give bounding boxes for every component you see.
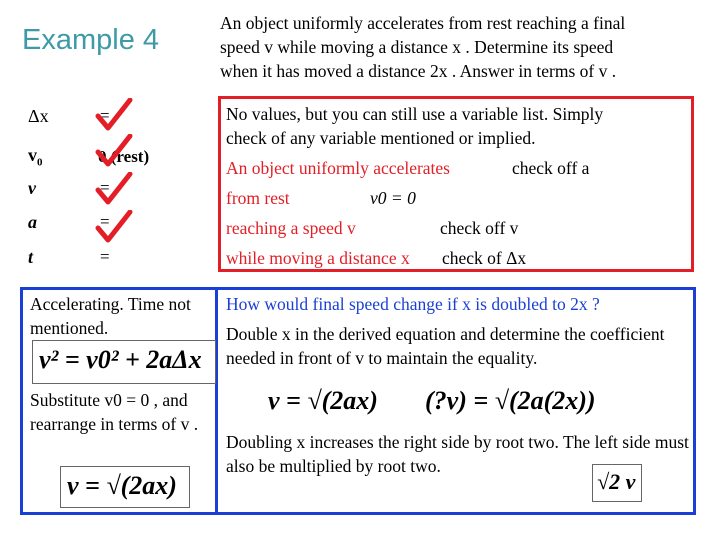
note-check-dx: check of Δx <box>442 248 527 268</box>
solution-divider <box>215 287 218 515</box>
check-mark-icon <box>94 172 134 206</box>
var-t-value: = <box>100 247 110 266</box>
var-t: t <box>28 247 34 267</box>
var-v-value: = <box>100 178 110 197</box>
var-v0-value: 0 (rest) <box>98 147 150 166</box>
var-delta-x: Δx <box>28 106 49 126</box>
list-intro-line-2: check of any variable mentioned or implied. <box>226 128 536 148</box>
formula-original: v = √(2ax) <box>268 386 378 415</box>
phrase-reaching-speed: reaching a speed v <box>226 218 356 238</box>
note-check-a: check off a <box>512 158 590 178</box>
list-intro <box>226 102 690 150</box>
var-v: v <box>28 178 36 198</box>
formula-kinematic: v² = v0² + 2aΔx <box>32 340 216 384</box>
problem-line-2: speed v while moving a distance x . Determine its speed <box>220 37 614 57</box>
phrase-accelerates: An object uniformly accelerates <box>226 158 450 178</box>
formula-root-two: √2 v <box>592 464 642 502</box>
substitute-note: Substitute v0 = 0 , and rearrange in terms of v . <box>30 390 199 434</box>
list-intro-line-1: No values, but you can still use a variable list. Simply <box>226 104 604 124</box>
note-check-v: check off v <box>440 218 519 238</box>
phrase-distance: while moving a distance x <box>226 248 410 268</box>
check-mark-icon <box>94 134 134 168</box>
var-a-value: = <box>100 212 110 231</box>
var-a: a <box>28 212 37 232</box>
problem-line-1: An object uniformly accelerates from rest reaching a final <box>220 13 626 33</box>
problem-statement <box>220 11 700 83</box>
var-v0: $v_0$ <box>28 145 43 169</box>
formula-result: v = √(2ax) <box>60 466 190 508</box>
problem-line-3: when it has moved a distance 2x . Answer in terms of v . <box>220 61 617 81</box>
question-text: How would final speed change if x is doubled to 2x ? <box>226 294 600 314</box>
formula-doubled: (?v) = √(2a(2x)) <box>425 386 596 415</box>
instruction-text: Double x in the derived equation and determine the coefficient needed in front of v to maintain the equality. <box>226 324 665 368</box>
conclusion-text: Doubling x increases the right side by root two. The left side must also be multiplied by root two. <box>226 432 689 476</box>
check-mark-icon <box>94 98 134 132</box>
accel-note: Accelerating. Time not mentioned. <box>30 294 191 338</box>
check-mark-icon <box>94 210 134 244</box>
phrase-from-rest: from rest <box>226 188 290 208</box>
note-v0: v0 = 0 <box>370 188 416 208</box>
page-title: Example 4 <box>22 24 160 56</box>
var-delta-x-value: = <box>100 106 110 125</box>
